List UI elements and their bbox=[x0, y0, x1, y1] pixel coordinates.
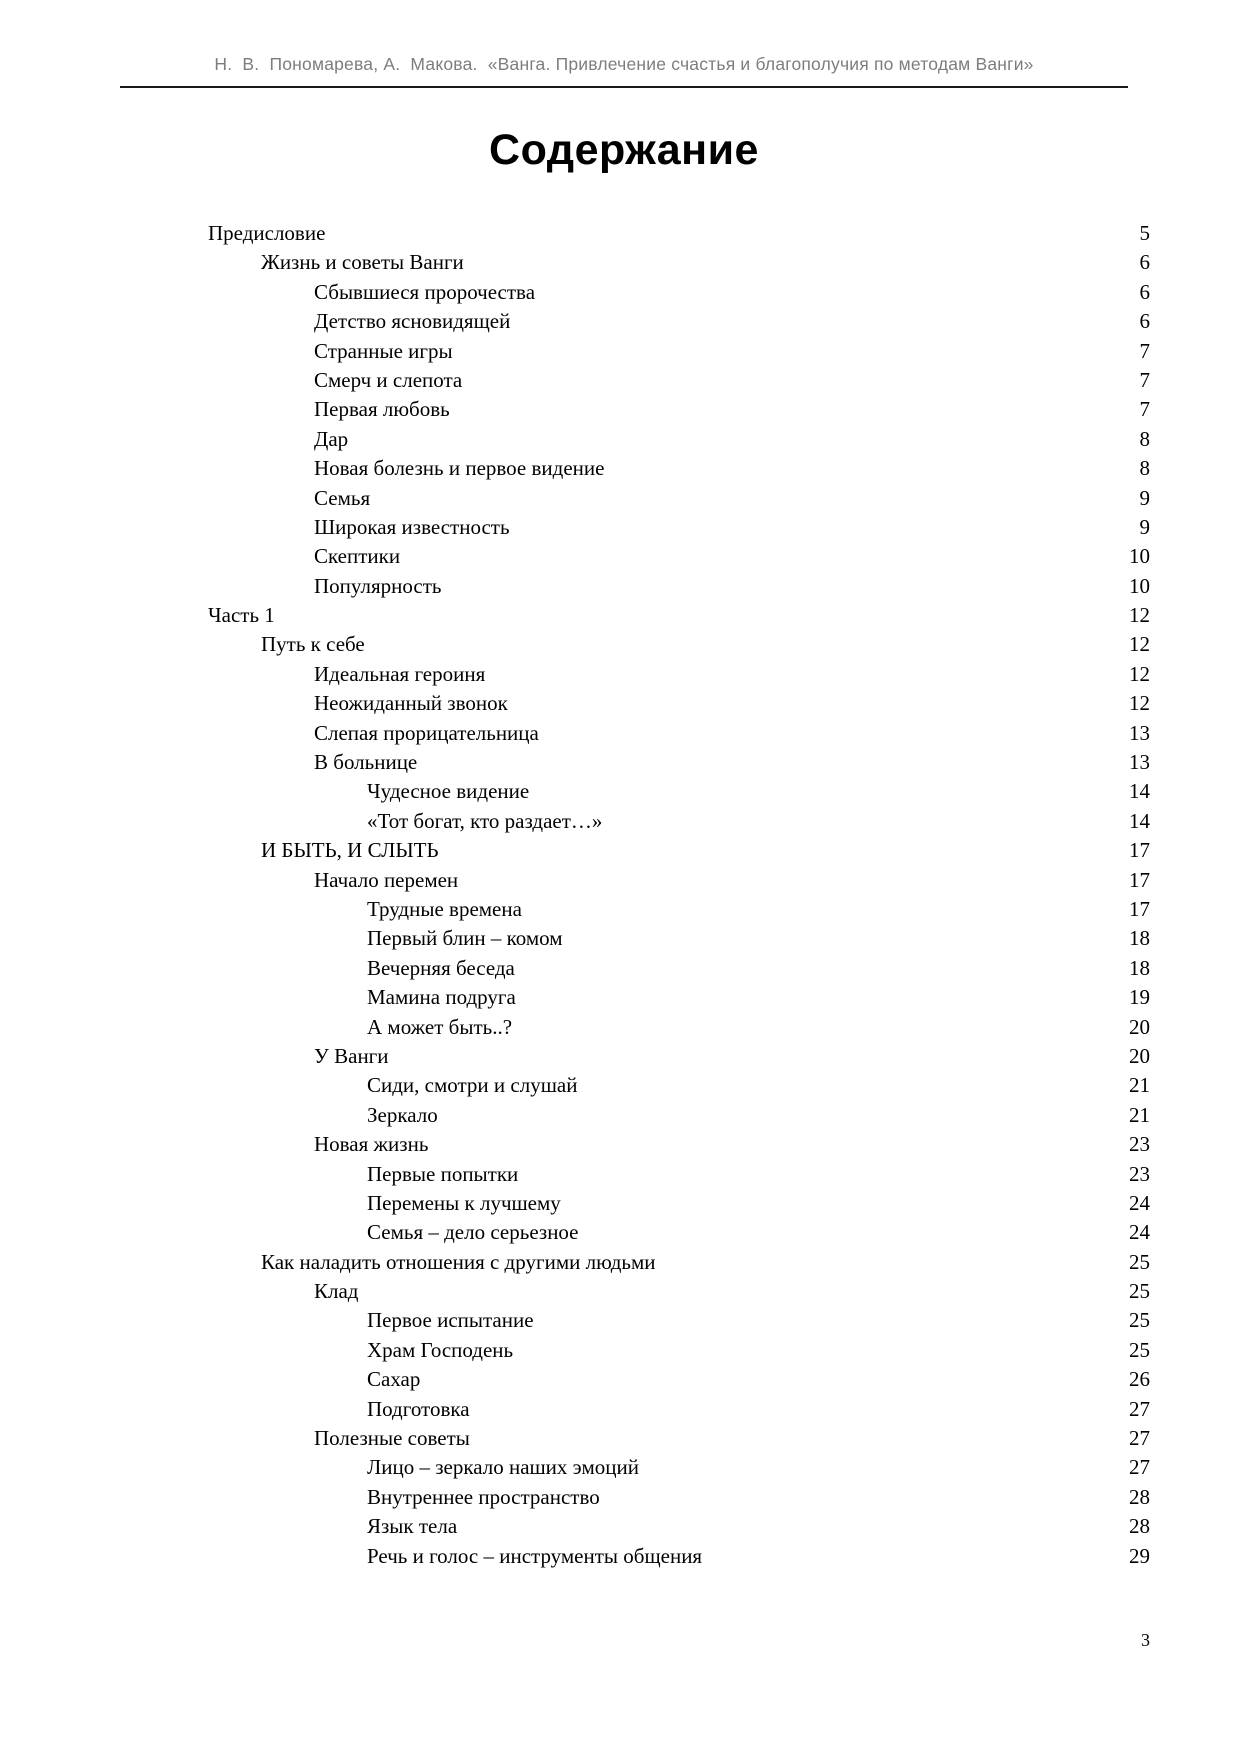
toc-entry-label: Идеальная героиня bbox=[314, 661, 486, 686]
toc-entry-page: 27 bbox=[1129, 1455, 1150, 1480]
toc-entry bbox=[120, 1130, 1150, 1159]
toc-entry bbox=[120, 337, 1150, 366]
toc-entry bbox=[120, 1042, 1150, 1071]
toc-entry-page: 28 bbox=[1129, 1514, 1150, 1539]
toc-entry-label: Первые попытки bbox=[367, 1161, 519, 1186]
toc-entry bbox=[120, 484, 1150, 513]
toc-entry bbox=[120, 1483, 1150, 1512]
toc-entry bbox=[120, 1365, 1150, 1394]
toc-entry-page: 7 bbox=[1139, 338, 1150, 363]
toc-entry bbox=[120, 425, 1150, 454]
toc-list bbox=[120, 219, 1150, 1571]
toc-entry-page: 5 bbox=[1139, 221, 1150, 245]
toc-entry-label: Семья – дело серьезное bbox=[367, 1220, 579, 1245]
toc-entry bbox=[120, 1071, 1150, 1100]
toc-entry bbox=[120, 630, 1150, 659]
toc-entry-label: А может быть..? bbox=[367, 1014, 513, 1039]
toc-entry-label: Слепая прорицательница bbox=[314, 720, 539, 745]
toc-entry-page: 28 bbox=[1129, 1484, 1150, 1509]
toc-entry-page: 7 bbox=[1139, 367, 1150, 392]
toc-entry-page: 12 bbox=[1129, 632, 1150, 657]
toc-entry bbox=[120, 1542, 1150, 1571]
toc-entry bbox=[120, 1424, 1150, 1453]
toc-entry bbox=[120, 248, 1150, 277]
toc-entry-page: 26 bbox=[1129, 1367, 1150, 1392]
toc-entry bbox=[120, 1160, 1150, 1189]
toc-entry-page: 9 bbox=[1139, 485, 1150, 510]
toc-entry-label: Мамина подруга bbox=[367, 985, 516, 1010]
toc-entry-label: Новая жизнь bbox=[314, 1132, 429, 1157]
toc-entry-page: 24 bbox=[1129, 1220, 1150, 1245]
toc-entry-label: Клад bbox=[314, 1279, 359, 1304]
toc-entry-label: Новая болезнь и первое видение bbox=[314, 456, 605, 481]
toc-entry-label: Сбывшиеся пророчества bbox=[314, 279, 536, 304]
toc-entry-page: 12 bbox=[1129, 661, 1150, 686]
toc-entry-label: Речь и голос – инструменты общения bbox=[367, 1543, 703, 1568]
running-header-text: Н. В. Пономарева, А. Макова. «Ванга. Привлечение счастья и благополучия по методам Ванги» bbox=[214, 54, 1034, 74]
toc-entry-label: У Ванги bbox=[314, 1043, 389, 1068]
toc-entry bbox=[120, 1189, 1150, 1218]
toc-entry-page: 25 bbox=[1129, 1337, 1150, 1362]
toc-entry bbox=[120, 395, 1150, 424]
toc-entry-page: 13 bbox=[1129, 750, 1150, 775]
toc-entry-label: Как наладить отношения с другими людьми bbox=[261, 1249, 656, 1274]
toc-entry-label: Семья bbox=[314, 485, 371, 510]
toc-entry-label: Трудные времена bbox=[367, 896, 522, 921]
toc-entry-page: 8 bbox=[1139, 456, 1150, 481]
toc-entry-page: 10 bbox=[1129, 573, 1150, 598]
toc-entry-page: 9 bbox=[1139, 514, 1150, 539]
toc-entry-label: Первое испытание bbox=[367, 1308, 534, 1333]
toc-entry-page: 7 bbox=[1139, 397, 1150, 422]
toc-entry-page: 21 bbox=[1129, 1073, 1150, 1098]
toc-entry bbox=[120, 924, 1150, 953]
toc-entry-label: Часть 1 bbox=[208, 603, 275, 628]
toc-entry-label: В больнице bbox=[314, 750, 418, 775]
toc-entry-label: Детство ясновидящей bbox=[314, 309, 511, 334]
toc-entry-page: 14 bbox=[1129, 779, 1150, 804]
toc-entry bbox=[120, 513, 1150, 542]
toc-entry bbox=[120, 719, 1150, 748]
toc-entry bbox=[120, 366, 1150, 395]
toc-entry-page: 17 bbox=[1129, 867, 1150, 892]
toc-entry bbox=[120, 807, 1150, 836]
toc-entry bbox=[120, 219, 1150, 248]
toc-entry-page: 12 bbox=[1129, 691, 1150, 716]
toc-entry-page: 6 bbox=[1139, 309, 1150, 334]
toc-entry-page: 25 bbox=[1129, 1308, 1150, 1333]
toc-entry-label: Вечерняя беседа bbox=[367, 955, 515, 980]
toc-entry bbox=[120, 954, 1150, 983]
page-number: 3 bbox=[1141, 1630, 1150, 1650]
toc-entry bbox=[120, 1013, 1150, 1042]
toc-entry-page: 18 bbox=[1129, 926, 1150, 951]
toc-entry-label: Дар bbox=[314, 426, 349, 451]
toc-entry bbox=[120, 1248, 1150, 1277]
toc-entry bbox=[120, 1395, 1150, 1424]
toc-entry-label: Странные игры bbox=[314, 338, 453, 363]
toc-entry bbox=[120, 278, 1150, 307]
toc-entry-page: 14 bbox=[1129, 808, 1150, 833]
header-rule bbox=[120, 86, 1128, 88]
toc-entry-label: Язык тела bbox=[367, 1514, 458, 1539]
toc-entry bbox=[120, 542, 1150, 571]
toc-entry-label: И БЫТЬ, И СЛЫТЬ bbox=[261, 838, 439, 863]
toc-entry-label: Путь к себе bbox=[261, 632, 365, 657]
toc-entry-page: 17 bbox=[1129, 896, 1150, 921]
toc-entry-page: 6 bbox=[1139, 250, 1150, 275]
toc-entry-page: 25 bbox=[1129, 1279, 1150, 1304]
toc-entry bbox=[120, 572, 1150, 601]
toc-entry-label: Начало перемен bbox=[314, 867, 459, 892]
toc-entry bbox=[120, 660, 1150, 689]
toc-entry-label: Первая любовь bbox=[314, 397, 450, 422]
toc-entry-label: Чудесное видение bbox=[367, 779, 530, 804]
toc-entry-label: Жизнь и советы Ванги bbox=[261, 250, 464, 275]
toc-entry bbox=[120, 454, 1150, 483]
toc-entry-label: Полезные советы bbox=[314, 1426, 470, 1451]
toc-entry-page: 12 bbox=[1129, 603, 1150, 628]
toc-entry bbox=[120, 777, 1150, 806]
toc-entry bbox=[120, 1453, 1150, 1482]
toc-entry-page: 13 bbox=[1129, 720, 1150, 745]
toc-entry-label: Широкая известность bbox=[314, 514, 510, 539]
toc-entry-page: 20 bbox=[1129, 1014, 1150, 1039]
toc-entry bbox=[120, 689, 1150, 718]
toc-entry-label: «Тот богат, кто раздает…» bbox=[367, 808, 603, 833]
toc-entry-page: 8 bbox=[1139, 426, 1150, 451]
toc-entry-label: Внутреннее пространство bbox=[367, 1484, 600, 1509]
toc-entry-page: 24 bbox=[1129, 1190, 1150, 1215]
toc-entry-label: Неожиданный звонок bbox=[314, 691, 508, 716]
toc-entry bbox=[120, 307, 1150, 336]
toc-entry-page: 27 bbox=[1129, 1426, 1150, 1451]
toc-entry-label: Смерч и слепота bbox=[314, 367, 463, 392]
toc-entry-page: 6 bbox=[1139, 279, 1150, 304]
toc-entry-label: Популярность bbox=[314, 573, 442, 598]
toc-entry bbox=[120, 836, 1150, 865]
toc-entry-page: 19 bbox=[1129, 985, 1150, 1010]
toc-entry-page: 23 bbox=[1129, 1161, 1150, 1186]
toc-entry bbox=[120, 1101, 1150, 1130]
toc-entry-page: 17 bbox=[1129, 838, 1150, 863]
toc-entry bbox=[120, 601, 1150, 630]
toc-entry-page: 27 bbox=[1129, 1396, 1150, 1421]
page-title: Содержание bbox=[489, 126, 759, 174]
toc-entry-label: Сахар bbox=[367, 1367, 421, 1392]
toc-entry-label: Сиди, смотри и слушай bbox=[367, 1073, 578, 1098]
toc-entry-page: 23 bbox=[1129, 1132, 1150, 1157]
toc-entry-page: 29 bbox=[1129, 1543, 1150, 1568]
toc-entry-label: Первый блин – комом bbox=[367, 926, 563, 951]
toc-entry bbox=[120, 1218, 1150, 1247]
running-header bbox=[120, 54, 1128, 75]
toc-entry bbox=[120, 1336, 1150, 1365]
toc-entry-page: 18 bbox=[1129, 955, 1150, 980]
toc-entry-page: 21 bbox=[1129, 1102, 1150, 1127]
toc-entry-page: 25 bbox=[1129, 1249, 1150, 1274]
toc-entry-label: Подготовка bbox=[367, 1396, 470, 1421]
toc-entry bbox=[120, 1512, 1150, 1541]
toc-entry-label: Храм Господень bbox=[367, 1337, 514, 1362]
toc-entry-label: Зеркало bbox=[367, 1102, 438, 1127]
toc-entry bbox=[120, 866, 1150, 895]
toc-entry-label: Лицо – зеркало наших эмоций bbox=[367, 1455, 640, 1480]
toc-entry bbox=[120, 1277, 1150, 1306]
toc-entry bbox=[120, 748, 1150, 777]
toc-entry bbox=[120, 1306, 1150, 1335]
toc-entry-label: Предисловие bbox=[208, 221, 326, 245]
toc-entry-label: Скептики bbox=[314, 544, 401, 569]
toc-entry bbox=[120, 895, 1150, 924]
toc-entry-page: 10 bbox=[1129, 544, 1150, 569]
toc-entry-label: Перемены к лучшему bbox=[367, 1190, 561, 1215]
toc-entry-page: 20 bbox=[1129, 1043, 1150, 1068]
toc-entry bbox=[120, 983, 1150, 1012]
